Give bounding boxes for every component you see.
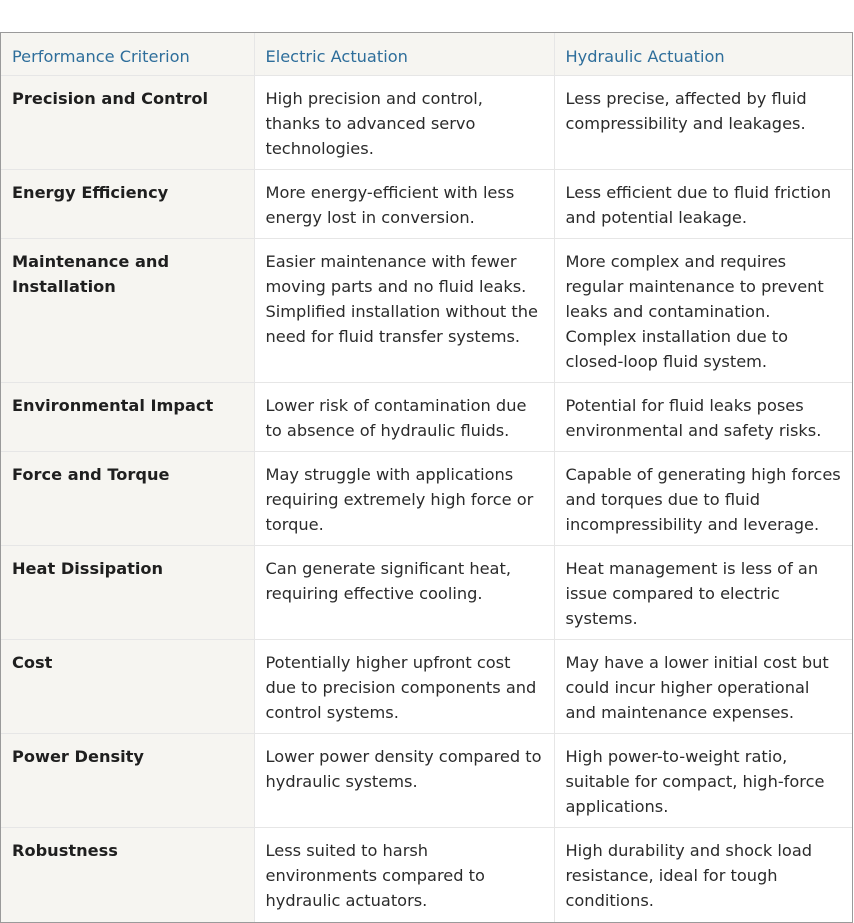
criterion-cell: Environmental Impact [1, 383, 254, 452]
table-row [1, 239, 852, 383]
criterion-cell: Heat Dissipation [1, 546, 254, 640]
electric-cell: Lower risk of contamination due to absence of hydraulic fluids. [254, 383, 554, 452]
table-row [1, 546, 852, 640]
criterion-cell: Cost [1, 640, 254, 734]
table-row [1, 383, 852, 452]
electric-cell: Less suited to harsh environments compared to hydraulic actuators. [254, 828, 554, 923]
table-row [1, 76, 852, 170]
hydraulic-cell: Potential for fluid leaks poses environmental and safety risks. [554, 383, 852, 452]
criterion-cell: Robustness [1, 828, 254, 923]
header-hydraulic-actuation: Hydraulic Actuation [554, 33, 852, 76]
hydraulic-cell: Less efficient due to fluid friction and potential leakage. [554, 170, 852, 239]
electric-cell: High precision and control, thanks to advanced servo technologies. [254, 76, 554, 170]
hydraulic-cell: More complex and requires regular maintenance to prevent leaks and contamination. Complex installation due to closed-loop fluid system. [554, 239, 852, 383]
criterion-cell: Maintenance and Installation [1, 239, 254, 383]
electric-cell: Potentially higher upfront cost due to precision components and control systems. [254, 640, 554, 734]
hydraulic-cell: High durability and shock load resistance, ideal for tough conditions. [565, 841, 813, 910]
hydraulic-cell: High power-to-weight ratio, suitable for compact, high-force applications. [554, 734, 852, 828]
criterion-cell: Power Density [1, 734, 254, 828]
electric-cell: Easier maintenance with fewer moving parts and no fluid leaks. Simplified installation without the need for fluid transfer systems. [254, 239, 554, 383]
criterion-cell: Force and Torque [1, 452, 254, 546]
table-row [1, 734, 852, 828]
comparison-table [1, 33, 852, 922]
table-row [1, 452, 852, 546]
electric-cell: Lower power density compared to hydraulic systems. [254, 734, 554, 828]
electric-cell: May struggle with applications requiring extremely high force or torque. [254, 452, 554, 546]
table-row [1, 640, 852, 734]
hydraulic-cell: May have a lower initial cost but could incur higher operational and maintenance expenses. [554, 640, 852, 734]
hydraulic-cell: Less precise, affected by fluid compressibility and leakages. [554, 76, 852, 170]
header-performance-criterion: Performance Criterion [1, 33, 254, 76]
hydraulic-cell: Heat management is less of an issue compared to electric systems. [554, 546, 852, 640]
header-electric-actuation: Electric Actuation [254, 33, 554, 76]
electric-cell: More energy-efficient with less energy lost in conversion. [254, 170, 554, 239]
table-row [1, 828, 852, 923]
criterion-cell: Precision and Control [1, 76, 254, 170]
hydraulic-cell: Capable of generating high forces and torques due to fluid incompressibility and leverage. [554, 452, 852, 546]
table-header-row [1, 33, 852, 76]
comparison-table-container [0, 32, 853, 923]
electric-cell: Can generate significant heat, requiring effective cooling. [254, 546, 554, 640]
table-row [1, 170, 852, 239]
criterion-cell: Energy Efficiency [1, 170, 254, 239]
